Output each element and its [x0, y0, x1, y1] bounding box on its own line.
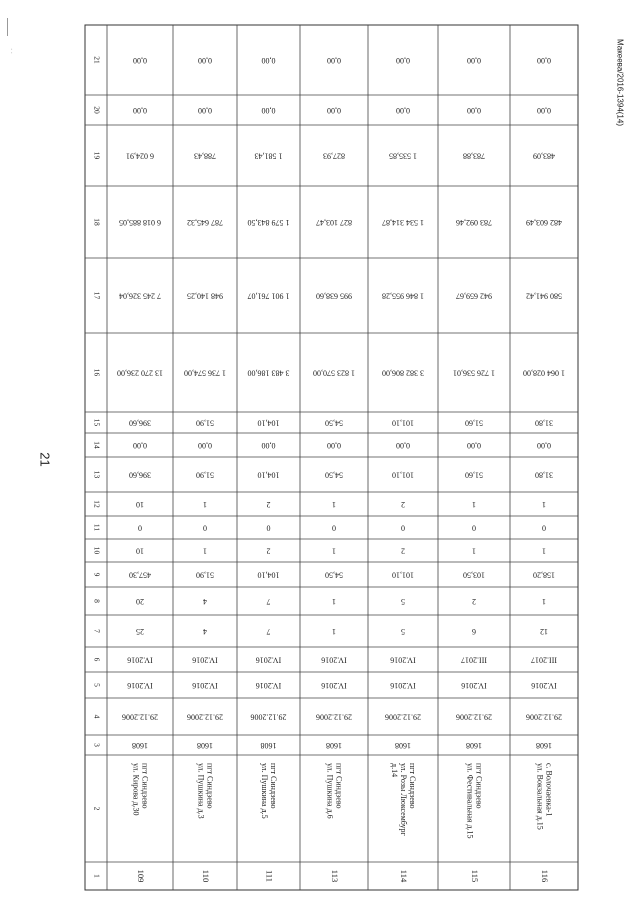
row-number: 110: [201, 869, 212, 883]
column-number: 20: [92, 106, 102, 114]
column-number: 7: [92, 629, 102, 633]
cell-col-7: 12: [540, 627, 548, 637]
cell-col-3: 1608: [260, 741, 277, 751]
cell-col-15: 396,60: [129, 418, 151, 428]
cell-col-13: 54,50: [325, 470, 343, 480]
cell-col-19: 783,88: [463, 151, 485, 161]
cell-col-5: IV.2016: [127, 681, 153, 691]
cell-col-18: 1 534 314,87: [382, 218, 424, 228]
row-number: 114: [399, 869, 410, 883]
cell-col-18: 482 603,49: [526, 218, 562, 228]
cell-col-3: 1608: [197, 741, 213, 751]
column-number: 21: [92, 56, 102, 64]
cell-col-12: 1: [542, 500, 546, 510]
cell-col-6: IV.2016: [127, 655, 153, 665]
column-number: 19: [92, 151, 102, 160]
cell-col-18: 827 103,47: [316, 218, 352, 228]
cell-col-10: 1: [203, 546, 207, 556]
cell-col-15: 101,10: [392, 418, 414, 428]
cell-col-13: 51,90: [196, 470, 214, 480]
column-number: 4: [92, 714, 102, 719]
cell-col-7: 1: [332, 627, 336, 637]
column-number: 16: [92, 368, 102, 377]
cell-col-16: 3 382 806,00: [382, 368, 424, 378]
cell-col-15: 31,80: [535, 418, 553, 428]
cell-col-14: 0,00: [261, 441, 276, 451]
cell-col-14: 0,00: [327, 441, 341, 451]
row-number: 116: [540, 869, 551, 883]
cell-col-19: 827,93: [323, 151, 345, 161]
cell-col-18: 783 092,46: [456, 218, 492, 228]
cell-col-6: IV.2016: [321, 655, 347, 665]
cell-col-9: 54,50: [325, 570, 343, 580]
cell-col-13: 101,10: [392, 470, 414, 480]
cell-col-11: 0: [472, 523, 476, 533]
cell-col-13: 31,80: [535, 470, 553, 480]
cell-col-20: 0,00: [327, 106, 341, 116]
cell-col-21: 0,00: [198, 56, 212, 66]
cell-col-15: 54,50: [325, 418, 343, 428]
column-number: 14: [92, 441, 102, 449]
cell-col-9: 457,30: [129, 570, 151, 580]
cell-col-16: 3 483 186,00: [247, 368, 290, 378]
cell-col-4: 29.12.2006: [122, 712, 158, 722]
cell-col-12: 10: [136, 500, 144, 510]
cell-col-6: III.2017: [461, 655, 487, 665]
cell-col-12: 1: [472, 500, 476, 510]
cell-col-16: 1 064 028,00: [523, 368, 565, 378]
cell-col-17: 948 140,25: [187, 291, 223, 301]
address-line: ул. Пушкина д.5: [260, 763, 270, 819]
cell-col-9: 158,20: [533, 570, 555, 580]
cell-col-4: 29.12.2006: [250, 712, 287, 722]
cell-col-5: IV.2016: [192, 681, 218, 691]
cell-col-3: 1608: [395, 741, 411, 751]
cell-col-15: 51,90: [196, 418, 214, 428]
cell-col-5: IV.2016: [531, 681, 557, 691]
address-line: пгт Синдзево: [334, 763, 344, 809]
cell-col-5: IV.2016: [255, 681, 282, 691]
cell-col-7: 25: [136, 627, 144, 637]
cell-col-19: 6 024,91: [126, 151, 154, 161]
address-line: д.14: [390, 763, 400, 778]
page-number: 21: [37, 452, 53, 467]
cell-col-10: 2: [266, 546, 271, 556]
column-number: 13: [92, 470, 102, 479]
cell-col-6: IV.2016: [255, 655, 282, 665]
row-number: 111: [264, 869, 275, 883]
cell-col-3: 1608: [536, 741, 552, 751]
address-line: ул. Фестивальная д.15: [465, 763, 475, 839]
address-line: ул. Пушкина д.6: [325, 763, 335, 819]
cell-col-7: 7: [266, 627, 271, 637]
address-line: пгт Синдзево: [205, 763, 215, 809]
column-number: 8: [92, 599, 102, 603]
cell-col-19: 1 535,85: [389, 151, 417, 161]
cell-col-8: 2: [472, 597, 476, 607]
column-number: 9: [92, 572, 102, 577]
cell-col-9: 51,90: [196, 570, 214, 580]
cell-col-13: 51,60: [465, 470, 483, 480]
cell-col-17: 1 846 955,28: [382, 291, 424, 301]
cell-col-17: 995 638,60: [316, 291, 352, 301]
cell-col-10: 1: [472, 546, 476, 556]
cell-col-12: 1: [332, 500, 336, 510]
cell-col-14: 0,00: [198, 441, 212, 451]
cell-col-9: 103,50: [463, 570, 485, 580]
column-number: 5: [92, 683, 102, 687]
cell-col-6: IV.2016: [192, 655, 218, 665]
cell-col-17: 7 245 326,04: [119, 291, 161, 301]
cell-col-14: 0,00: [133, 441, 147, 451]
column-number: 15: [92, 418, 102, 427]
cell-col-20: 0,00: [133, 106, 147, 116]
cell-col-9: 101,10: [392, 570, 414, 580]
cell-col-19: 1 581,43: [254, 151, 283, 161]
address-line: пгт Синдзево: [140, 763, 150, 809]
column-number: 12: [92, 500, 102, 508]
cell-col-20: 0,00: [537, 106, 551, 116]
address-line: ул. Кирова д.30: [131, 763, 141, 816]
cell-col-10: 1: [332, 546, 336, 556]
cell-col-6: III.2017: [531, 655, 557, 665]
cell-col-11: 0: [401, 523, 405, 533]
cell-col-14: 0,00: [467, 441, 481, 451]
cell-col-3: 1608: [132, 741, 148, 751]
address-line: пгт Синдзево: [269, 763, 279, 809]
cell-col-21: 0,00: [396, 56, 410, 66]
address-line: пгт Синдзево: [408, 763, 418, 809]
cell-col-10: 2: [401, 546, 405, 556]
cell-col-16: 13 270 236,00: [117, 368, 163, 378]
cell-col-6: IV.2016: [390, 655, 416, 665]
cell-col-5: IV.2016: [461, 681, 487, 691]
cell-col-8: 20: [136, 597, 144, 607]
cell-col-7: 5: [401, 627, 405, 637]
row-number: 109: [136, 869, 147, 883]
cell-col-12: 2: [266, 500, 271, 510]
cell-col-7: 4: [203, 627, 207, 637]
cell-col-15: 104,10: [257, 418, 280, 428]
column-number: 1: [92, 874, 102, 878]
corner-dots: · ·: [7, 48, 14, 54]
cell-col-4: 29.12.2006: [385, 712, 421, 722]
cell-col-11: 0: [266, 523, 271, 533]
column-number: 18: [92, 218, 102, 226]
cell-col-21: 0,00: [261, 56, 276, 66]
cell-col-21: 0,00: [467, 56, 481, 66]
cell-col-14: 0,00: [537, 441, 551, 451]
column-number: 2: [92, 806, 102, 811]
cell-col-4: 29.12.2006: [526, 712, 562, 722]
cell-col-8: 7: [266, 597, 271, 607]
cell-col-16: 1 823 570,00: [313, 368, 355, 378]
cell-col-8: 1: [332, 597, 336, 607]
cell-col-9: 104,10: [257, 570, 280, 580]
cell-col-21: 0,00: [133, 56, 147, 66]
cell-col-8: 1: [542, 597, 546, 607]
address-line: ул. Вокзальная д.15: [535, 763, 545, 830]
column-number: 6: [92, 657, 102, 662]
cell-col-19: 788,43: [194, 151, 216, 161]
cell-col-3: 1608: [466, 741, 482, 751]
cell-col-16: 1 726 536,01: [453, 368, 495, 378]
cell-col-11: 0: [138, 523, 142, 533]
address-line: с. Волочаевка-1: [544, 763, 554, 817]
row-number: 115: [470, 869, 481, 883]
cell-col-11: 0: [203, 523, 207, 533]
cell-col-19: 483,09: [533, 151, 555, 161]
cell-col-17: 1 901 761,07: [247, 291, 290, 301]
cell-col-20: 0,00: [396, 106, 410, 116]
cell-col-4: 29.12.2006: [187, 712, 223, 722]
cell-col-8: 4: [203, 597, 207, 607]
cell-col-8: 5: [401, 597, 405, 607]
cell-col-11: 0: [542, 523, 546, 533]
row-number: 113: [330, 869, 341, 883]
cell-col-20: 0,00: [198, 106, 212, 116]
cell-col-7: 6: [472, 627, 476, 637]
cell-col-17: 580 941,42: [526, 291, 562, 301]
cell-col-17: 942 659,67: [456, 291, 492, 301]
address-line: ул. Розы Люксембург: [399, 763, 409, 836]
cell-col-10: 1: [542, 546, 546, 556]
address-line: пгт Синдзево: [474, 763, 484, 809]
cell-col-13: 396,60: [129, 470, 151, 480]
cell-col-10: 10: [136, 546, 144, 556]
cell-col-21: 0,00: [537, 56, 551, 66]
cell-col-5: IV.2016: [390, 681, 416, 691]
cell-col-18: 787 645,32: [187, 218, 223, 228]
column-number: 3: [92, 743, 102, 747]
cell-col-16: 1 736 574,00: [184, 368, 226, 378]
cell-col-13: 104,10: [257, 470, 280, 480]
cell-col-18: 1 579 843,50: [247, 218, 290, 228]
column-number: 11: [92, 523, 102, 532]
cell-col-20: 0,00: [261, 106, 276, 116]
cell-col-20: 0,00: [467, 106, 481, 116]
cell-col-4: 29.12.2006: [456, 712, 492, 722]
document-id: Макеева/2016-1394(14): [615, 38, 625, 126]
cell-col-4: 29.12.2006: [316, 712, 352, 722]
column-number: 10: [92, 546, 102, 555]
cell-col-14: 0,00: [396, 441, 410, 451]
cell-col-11: 0: [332, 523, 336, 533]
cell-col-15: 51,60: [465, 418, 483, 428]
cell-col-12: 2: [401, 500, 405, 510]
cell-col-21: 0,00: [327, 56, 341, 66]
cell-col-3: 1608: [326, 741, 342, 751]
column-number: 17: [92, 291, 102, 300]
address-line: ул. Пушкина д.3: [196, 763, 206, 819]
cell-col-18: 6 018 885,05: [119, 218, 161, 228]
cell-col-5: IV.2016: [321, 681, 347, 691]
cell-col-12: 1: [203, 500, 207, 510]
